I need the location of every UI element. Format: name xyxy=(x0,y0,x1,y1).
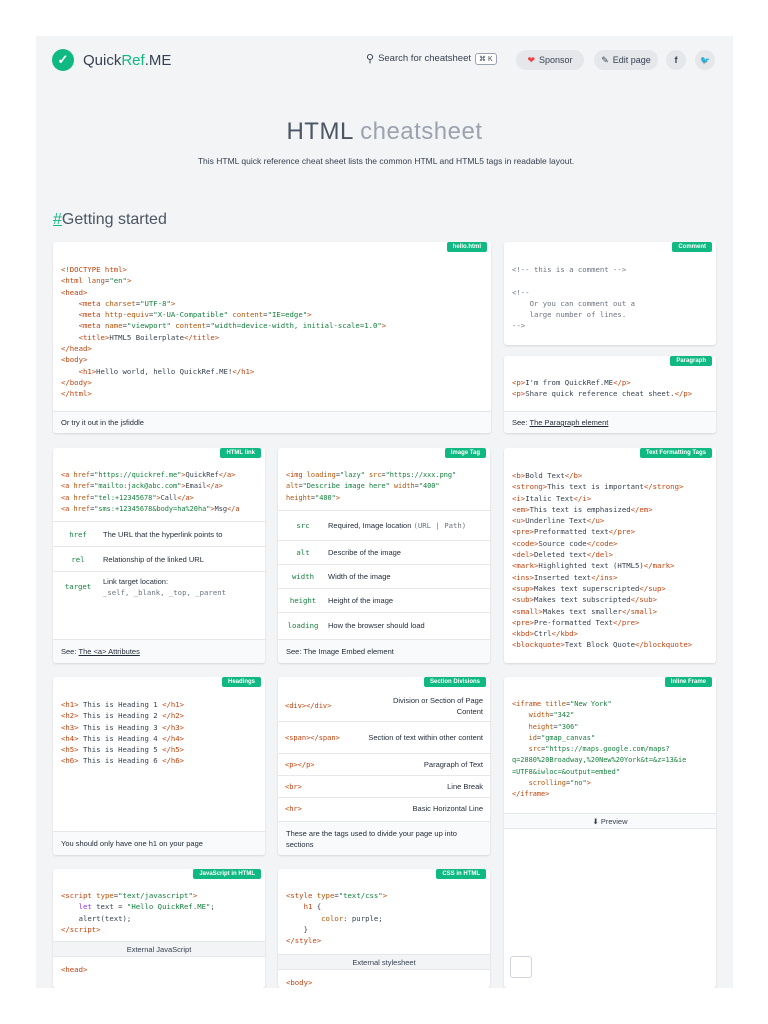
code-block: <iframe title="New York" width="342" height="306" id="gmap_canvas" src="https://maps.google.com/maps? q=2880%20Broadway,%20New%20York&t=&z=13&ie =UTF8&iwloc=&output=embed" scrolling="no"> </iframe> xyxy=(512,700,687,799)
division-row: <span></span> Section of text within other content xyxy=(278,721,490,753)
top-nav xyxy=(36,36,733,84)
paragraph-doc-link[interactable]: The Paragraph element xyxy=(529,418,609,427)
attr-row: loading How the browser should load xyxy=(278,612,490,638)
card-hello-html xyxy=(53,242,491,433)
card-image-tag xyxy=(278,448,490,663)
twitter-button[interactable] xyxy=(695,50,715,70)
sponsor-button[interactable] xyxy=(516,50,584,70)
heart-icon: ❤ xyxy=(527,54,535,65)
card-tag: Comment xyxy=(672,242,712,252)
card-headings xyxy=(53,677,265,855)
section-label: External stylesheet xyxy=(278,954,490,970)
card-footer: See: The <a> Attributes xyxy=(53,639,265,663)
division-row: <hr> Basic Horizontal Line xyxy=(278,797,490,819)
logo[interactable] xyxy=(52,49,171,71)
preview-toggle[interactable]: ⬇ Preview xyxy=(504,813,716,829)
card-tag: JavaScript in HTML xyxy=(193,869,261,879)
card-css xyxy=(278,869,490,988)
card-paragraph xyxy=(504,356,716,433)
twitter-icon: 🐦 xyxy=(700,55,710,65)
card-section-divisions xyxy=(278,677,490,855)
card-tag: Section Divisions xyxy=(424,677,486,687)
search-icon: ⚲ xyxy=(366,53,375,65)
division-row: <br> Line Break xyxy=(278,775,490,797)
code-block: <a href="https://quickref.me">QuickRef</a> <a href="mailto:jack@abc.com">Email</a> <a href="tel:+12345678">Call</a> <a href="sms:+12345678&body=ha%20ha">Msg</a xyxy=(61,471,240,513)
division-row: <div></div> Division or Section of Page Content xyxy=(285,696,483,716)
code-block: <h1> This is Heading 1 </h1> <h2> This is Heading 2 </h2> <h3> This is Heading 3 </h3> <h4> This is Heading 4 </h4> <h5> This is Heading 5 </h5> <h6> This is Heading 6 </h6> xyxy=(61,700,185,766)
card-tag: Paragraph xyxy=(670,356,712,366)
search-button[interactable] xyxy=(366,52,497,65)
card-footer: These are the tags used to divide your page up into sections xyxy=(278,821,490,855)
card-tag: Headings xyxy=(222,677,261,687)
card-text-formatting xyxy=(504,448,716,663)
search-label: Search for cheatsheet xyxy=(378,53,472,64)
card-inline-frame xyxy=(504,677,716,988)
section-heading xyxy=(53,211,167,229)
division-row: <p></p> Paragraph of Text xyxy=(278,753,490,775)
anchor-link[interactable]: # xyxy=(53,211,62,228)
card-footer: Or try it out in the jsfiddle xyxy=(53,411,491,433)
attr-row: width Width of the image xyxy=(278,564,490,588)
code-block: <img loading="lazy" src="https://xxx.png" alt="Describe image here" width="400" height="400"> xyxy=(286,471,457,502)
pencil-icon: ✎ xyxy=(601,54,609,65)
code-block: <b>Bold Text</b> <strong>This text is important</strong> <i>Italic Text</i> <em>This text is emphasized</em> <u>Underline Text</u> <pre>Preformatted text</pre> <code>Source code</code> <del>Deleted text</del> <mark>Highlighted text (HTML5)</mark> <ins>Inserted text</ins> <sup>Makes text superscripted</sup> <sub>Makes text subscripted</sub> <small>Makes text smaller</small> <pre>Pre-formatted Text</pre> <kbd>Ctrl</kbd> <blockquote>Text Block Quote</blockquote> xyxy=(512,471,693,650)
card-tag: CSS in HTML xyxy=(436,869,486,879)
card-footer: See: The Paragraph element xyxy=(504,411,716,433)
code-block: <!-- this is a comment --> <!-- Or you can comment out a large number of lines. --> xyxy=(512,265,636,331)
search-shortcut: ⌘ K xyxy=(475,53,497,65)
card-tag: Text Formatting Tags xyxy=(640,448,712,458)
card-footer: See: The Image Embed element xyxy=(278,639,490,663)
edit-label: Edit page xyxy=(612,55,651,65)
code-block: <!DOCTYPE html> <html lang="en"> <head> <meta charset="UTF-8"> <meta http-equiv="X-UA-Compatible" content="IE=edge"> <meta name="viewport" content="width=device-width, initial-scale=1.0"> <title>HTML5 Boilerplate</title> </head> <body> <h1>Hello world, hello QuickRef.ME!</h1> </body> </html> xyxy=(61,265,387,399)
edit-page-button[interactable] xyxy=(594,50,658,70)
card-tag: hello.html xyxy=(447,242,487,252)
attr-row: height Height of the image xyxy=(278,588,490,612)
card-tag: Inline Frame xyxy=(665,677,712,687)
page-subtitle: This HTML quick reference cheat sheet lists the common HTML and HTML5 tags in readable layout. xyxy=(197,156,575,166)
card-tag: HTML link xyxy=(220,448,261,458)
facebook-icon: f xyxy=(674,55,678,65)
card-footer: You should only have one h1 on your page xyxy=(53,831,265,855)
facebook-button[interactable] xyxy=(666,50,686,70)
logo-text: QuickRef.ME xyxy=(83,51,172,69)
attr-row: alt Describe of the image xyxy=(278,540,490,564)
sponsor-label: Sponsor xyxy=(539,55,573,65)
logo-icon: ✓ xyxy=(52,49,74,71)
attr-row: target Link target location: _self, _blank, _top, _parent xyxy=(53,571,265,601)
attr-row: href The URL that the hyperlink points to xyxy=(53,521,265,546)
section-label: External JavaScript xyxy=(53,941,265,957)
code-block: <head> xyxy=(61,965,88,974)
card-javascript xyxy=(53,869,265,988)
scroll-top-button[interactable] xyxy=(510,956,532,978)
code-block: <p>I'm from QuickRef.ME</p> <p>Share quick reference cheat sheet.</p> xyxy=(512,378,693,399)
code-block: <body> xyxy=(286,978,313,987)
section-title: Getting started xyxy=(61,211,167,228)
a-attributes-link[interactable]: The <a> Attributes xyxy=(78,647,140,656)
attr-row: src Required, Image location (URL | Path) xyxy=(278,510,490,540)
card-tag: Image Tag xyxy=(445,448,486,458)
card-comment xyxy=(504,242,716,345)
page-title: HTML cheatsheet xyxy=(286,118,483,145)
card-html-link xyxy=(53,448,265,663)
code-block: <script type="text/javascript"> let text = "Hello QuickRef.ME"; alert(text); </script> xyxy=(61,891,215,934)
attr-row: rel Relationship of the linked URL xyxy=(53,546,265,571)
code-block: <style type="text/css"> h1 { color: purple; } </style> xyxy=(286,891,388,946)
page xyxy=(36,36,733,988)
